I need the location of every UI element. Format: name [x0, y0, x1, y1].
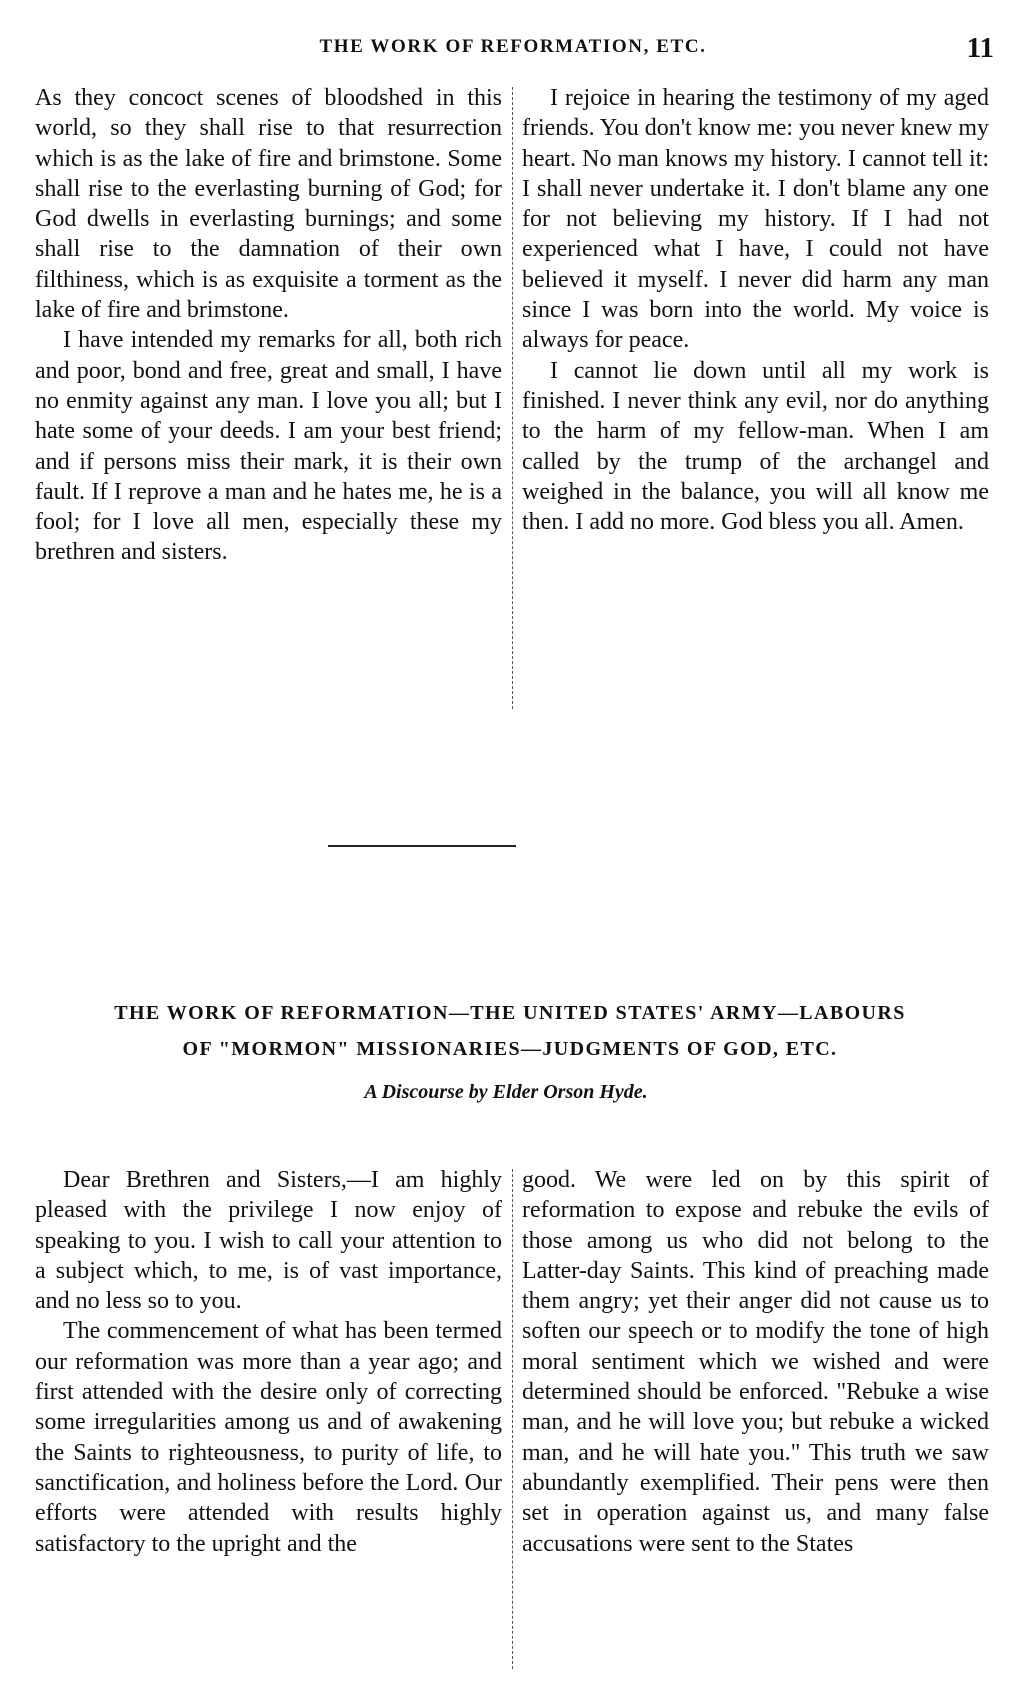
paragraph: The commencement of what has been termed our reformation was more than a year ago; and first attended with the desire only of correcting some irregularities among us and of awakening the Saints to righteousness, to purity of life, to sanctification, and holiness before the Lord. Our efforts were attended with results highly satisfactory to the upright and the [35, 1318, 502, 1557]
paragraph: I have intended my remarks for all, both rich and poor, bond and free, great and small, I have no enmity against any man. I love you all; but I hate some of your deeds. I am your best friend; and if persons miss their mark, it is their own fault. If I reprove a man and he hates me, he is a fool; for I love all men, especially these my brethren and sisters. [35, 327, 502, 566]
left-column [35, 1165, 502, 1559]
column-divider [512, 87, 513, 709]
discourse-heading [40, 995, 980, 1067]
running-head [32, 32, 994, 72]
left-column [35, 83, 502, 568]
byline: A Discourse by Elder Orson Hyde. [364, 1081, 648, 1103]
running-title: THE WORK OF REFORMATION, ETC. [319, 36, 707, 57]
column-divider [512, 1169, 513, 1669]
right-column [522, 83, 989, 537]
paragraph: Dear Brethren and Sisters,—I am highly pleased with the privilege I now enjoy of speaking to you. I wish to call your attention to a subject which, to me, is of vast importance, and no less so to you. [35, 1167, 502, 1315]
new-discourse-body [35, 1165, 998, 1670]
paragraph: good. We were led on by this spirit of reformation to expose and rebuke the evils of those among us who did not belong to the Latter-day Saints. This kind of preaching made them angry; yet their anger did not cause us to soften our speech or to modify the tone of high moral sentiment which we wished and were determined should be enforced. "Rebuke a wise man, and he will love you; but rebuke a wicked man, and he will hate you." This truth we saw abundantly exemplified. Their pens were then set in operation against us, and many false accusations were sent to the States [522, 1167, 989, 1557]
right-column [522, 1165, 989, 1559]
paragraph: As they concoct scenes of bloodshed in this world, so they shall rise to that resurrection which is as the lake of fire and brimstone. Some shall rise to the everlasting burning of God; for God dwells in everlasting burnings; and some shall rise to the damnation of their own filthiness, which is as exquisite a torment as the lake of fire and brimstone. [35, 85, 502, 324]
paragraph: I rejoice in hearing the testimony of my aged friends. You don't know me: you never knew my heart. No man knows my history. I cannot tell it: I shall never undertake it. I don't blame any one for not believing my history. If I had not experienced what I have, I could not have believed it myself. I never did harm any man since I was born into the world. My voice is always for peace. [522, 85, 989, 354]
paragraph: I cannot lie down until all my work is finished. I never think any evil, nor do anything to the harm of my fellow-man. When I am called by the trump of the archangel and weighed in the balance, you will all know me then. I add no more. God bless you all. Amen. [522, 357, 989, 536]
heading-line: OF "MORMON" MISSIONARIES—JUDGMENTS OF GOD, ETC. [182, 1037, 838, 1060]
previous-discourse-ending [35, 83, 998, 723]
section-rule [328, 845, 516, 847]
page-number: 11 [966, 32, 994, 64]
heading-line: THE WORK OF REFORMATION—THE UNITED STATES' ARMY—LABOURS [114, 1001, 906, 1024]
